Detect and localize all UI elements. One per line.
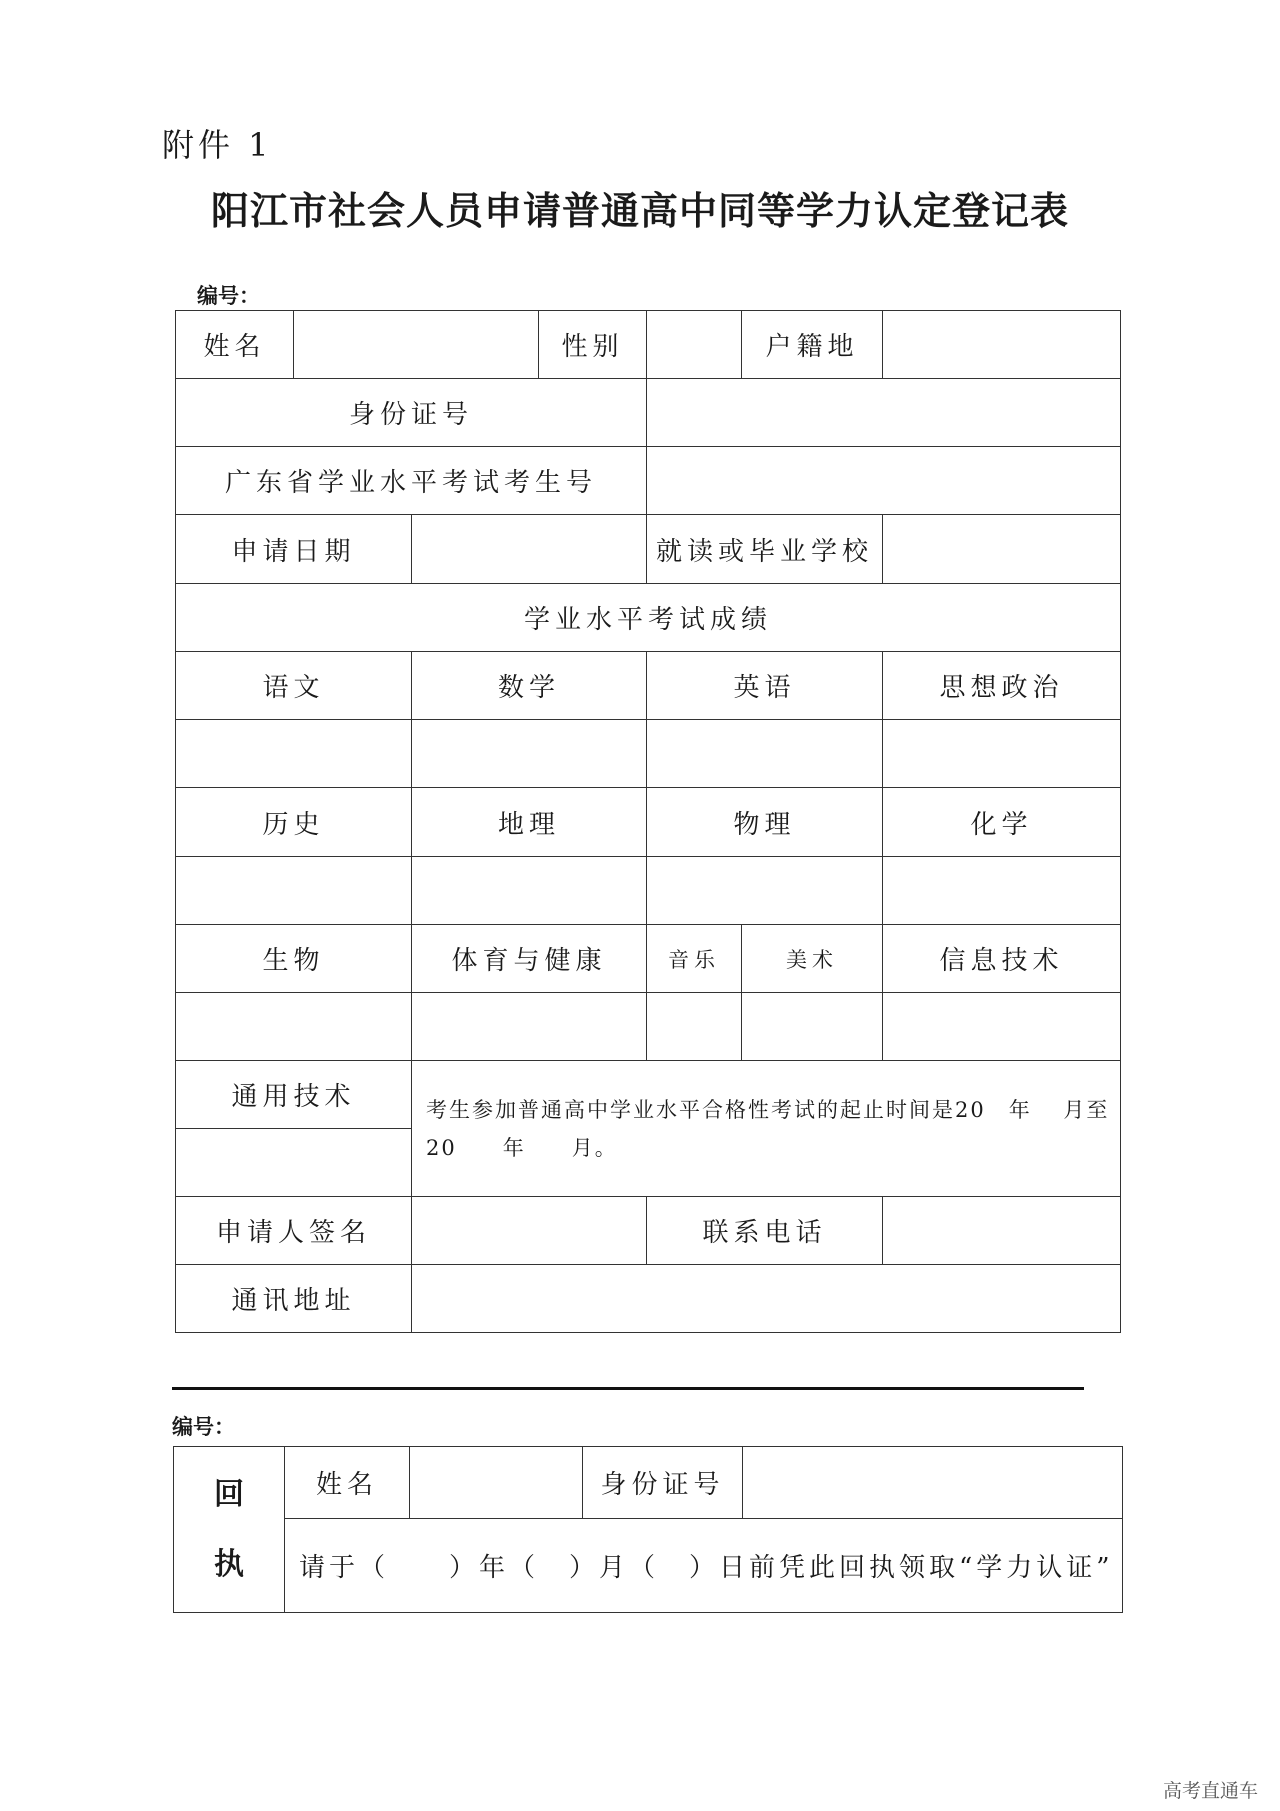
receipt-serial-number-label: 编号： — [172, 1415, 235, 1439]
politics-label: 思想政治 — [883, 652, 1121, 720]
name-label: 姓名 — [176, 311, 294, 379]
receipt-id-label: 身份证号 — [583, 1447, 743, 1519]
receipt-label-char-2: 执 — [214, 1546, 244, 1582]
english-score-field[interactable] — [647, 720, 883, 788]
receipt-table — [173, 1446, 1123, 1613]
physics-label: 物理 — [647, 788, 883, 857]
pe-label: 体育与健康 — [412, 925, 647, 993]
geography-score-field[interactable] — [412, 857, 647, 925]
receipt-label-char-1: 回 — [214, 1476, 244, 1512]
table-row — [176, 993, 1121, 1061]
receipt-instruction: 请于（ ）年（ ）月（ ）日前凭此回执领取“学力认证” — [285, 1519, 1123, 1613]
exam-period-note: 考生参加普通高中学业水平合格性考试的起止时间是20 年 月至20 年 月。 — [412, 1061, 1121, 1197]
school-field[interactable] — [883, 515, 1121, 584]
table-row — [176, 311, 1121, 379]
form-title: 阳江市社会人员申请普通高中同等学力认定登记表 — [210, 189, 1069, 233]
table-row — [176, 584, 1121, 652]
it-score-field[interactable] — [883, 993, 1121, 1061]
gender-field[interactable] — [647, 311, 742, 379]
gender-label: 性别 — [539, 311, 647, 379]
phone-label: 联系电话 — [647, 1197, 883, 1265]
general-tech-label: 通用技术 — [176, 1061, 412, 1129]
music-label: 音乐 — [647, 925, 742, 993]
watermark: 高考直通车 — [1162, 1780, 1258, 1802]
table-row — [176, 447, 1121, 515]
receipt-id-field[interactable] — [743, 1447, 1123, 1519]
table-row — [176, 515, 1121, 584]
hukou-field[interactable] — [883, 311, 1121, 379]
phone-field[interactable] — [883, 1197, 1121, 1265]
politics-score-field[interactable] — [883, 720, 1121, 788]
school-label: 就读或毕业学校 — [647, 515, 883, 584]
general-tech-score-field[interactable] — [176, 1129, 412, 1197]
id-number-field[interactable] — [647, 379, 1121, 447]
it-label: 信息技术 — [883, 925, 1121, 993]
table-row — [176, 788, 1121, 857]
biology-score-field[interactable] — [176, 993, 412, 1061]
table-row — [174, 1519, 1123, 1613]
exam-number-label: 广东省学业水平考试考生号 — [176, 447, 647, 515]
receipt-name-label: 姓名 — [285, 1447, 410, 1519]
math-label: 数学 — [412, 652, 647, 720]
art-label: 美术 — [742, 925, 883, 993]
table-row — [176, 925, 1121, 993]
history-label: 历史 — [176, 788, 412, 857]
table-row — [176, 720, 1121, 788]
exam-number-field[interactable] — [647, 447, 1121, 515]
cut-line-divider — [172, 1387, 1084, 1390]
table-row — [174, 1447, 1123, 1519]
chemistry-label: 化学 — [883, 788, 1121, 857]
apply-date-label: 申请日期 — [176, 515, 412, 584]
chinese-label: 语文 — [176, 652, 412, 720]
table-row — [176, 1265, 1121, 1333]
chinese-score-field[interactable] — [176, 720, 412, 788]
receipt-vertical-label — [174, 1447, 285, 1613]
geography-label: 地理 — [412, 788, 647, 857]
table-row — [176, 652, 1121, 720]
address-field[interactable] — [412, 1265, 1121, 1333]
scores-heading: 学业水平考试成绩 — [176, 584, 1121, 652]
serial-number-label: 编号： — [197, 284, 260, 308]
table-row — [176, 379, 1121, 447]
biology-label: 生物 — [176, 925, 412, 993]
signature-field[interactable] — [412, 1197, 647, 1265]
id-number-label: 身份证号 — [176, 379, 647, 447]
physics-score-field[interactable] — [647, 857, 883, 925]
history-score-field[interactable] — [176, 857, 412, 925]
pe-score-field[interactable] — [412, 993, 647, 1061]
table-row — [176, 1197, 1121, 1265]
chemistry-score-field[interactable] — [883, 857, 1121, 925]
receipt-name-field[interactable] — [410, 1447, 583, 1519]
music-score-field[interactable] — [647, 993, 742, 1061]
math-score-field[interactable] — [412, 720, 647, 788]
hukou-label: 户籍地 — [742, 311, 883, 379]
signature-label: 申请人签名 — [176, 1197, 412, 1265]
english-label: 英语 — [647, 652, 883, 720]
name-field[interactable] — [294, 311, 539, 379]
address-label: 通讯地址 — [176, 1265, 412, 1333]
table-row — [176, 857, 1121, 925]
attachment-label: 附件 1 — [162, 126, 273, 164]
registration-form-table — [175, 310, 1121, 1333]
table-row — [176, 1061, 1121, 1129]
art-score-field[interactable] — [742, 993, 883, 1061]
apply-date-field[interactable] — [412, 515, 647, 584]
